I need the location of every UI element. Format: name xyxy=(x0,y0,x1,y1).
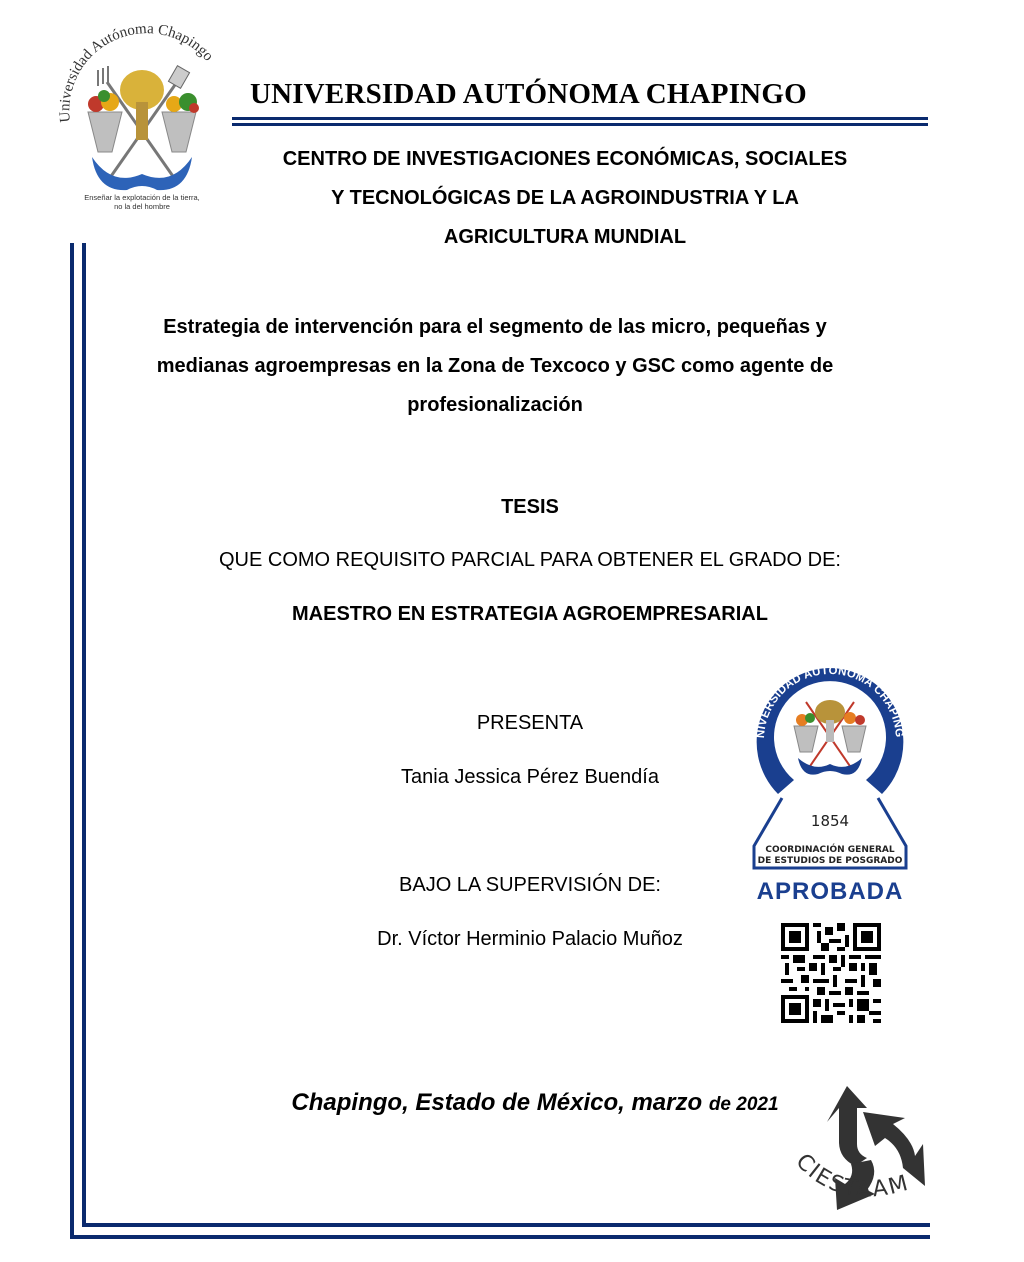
thesis-title-line: profesionalización xyxy=(407,394,583,416)
degree-name: MAESTRO EN ESTRATEGIA AGROEMPRESARIAL xyxy=(292,603,768,625)
logo-motto-line1: Enseñar la explotación de la tierra, xyxy=(84,193,200,202)
requirement-statement: QUE COMO REQUISITO PARCIAL PARA OBTENER EL GRADO DE: xyxy=(219,549,841,571)
approval-seal xyxy=(742,660,918,910)
qr-code-icon xyxy=(780,923,882,1023)
seal-line1: COORDINACIÓN GENERAL xyxy=(765,845,895,855)
place-and-date xyxy=(200,1089,870,1117)
logo-motto-line2: no la del hombre xyxy=(114,202,170,211)
research-center-name xyxy=(200,140,930,257)
header-rule-top xyxy=(232,117,928,120)
seal-line2: DE ESTUDIOS DE POSGRADO xyxy=(757,856,903,866)
centro-line: Y TECNOLÓGICAS DE LA AGROINDUSTRIA Y LA xyxy=(331,187,799,209)
frame-bottom-inner xyxy=(82,1223,930,1227)
place-text: Chapingo, Estado de México, marzo xyxy=(291,1089,703,1116)
date-suffix: de 2021 xyxy=(708,1094,779,1115)
qr-code[interactable] xyxy=(780,923,882,1023)
header-rule-bottom xyxy=(232,123,928,126)
ciestaam-arrows-icon xyxy=(785,1082,945,1217)
frame-bottom-outer xyxy=(70,1235,930,1239)
centro-line: CENTRO DE INVESTIGACIONES ECONÓMICAS, SOCIALES xyxy=(282,148,848,170)
document-type: TESIS xyxy=(501,496,559,518)
supervisor-name: Dr. Víctor Herminio Palacio Muñoz xyxy=(377,928,683,950)
frame-left-outer xyxy=(70,243,74,1239)
ciestaam-label: CIESTAAM xyxy=(790,1149,913,1203)
logo-arc-text: Universidad Autónoma Chapingo xyxy=(57,22,217,124)
seal-arc-text: NIVERSIDAD AUTÓNOMA CHAPING xyxy=(754,664,906,739)
posgrado-seal-icon xyxy=(742,660,918,880)
thesis-title-line: medianas agroempresas en la Zona de Texcoco y GSC como agente de xyxy=(156,355,834,377)
presenta-label: PRESENTA xyxy=(476,712,584,734)
centro-line: AGRICULTURA MUNDIAL xyxy=(443,226,687,248)
frame-left-inner xyxy=(82,243,86,1226)
thesis-title xyxy=(90,308,900,425)
seal-year: 1854 xyxy=(810,812,850,830)
author-name: Tania Jessica Pérez Buendía xyxy=(401,766,659,788)
ciestaam-logo xyxy=(785,1082,945,1217)
university-name: UNIVERSIDAD AUTÓNOMA CHAPINGO xyxy=(250,78,807,110)
approval-status: APROBADA xyxy=(756,878,904,905)
supervision-label: BAJO LA SUPERVISIÓN DE: xyxy=(399,874,661,896)
thesis-title-line: Estrategia de intervención para el segmento de las micro, pequeñas y xyxy=(163,316,827,338)
